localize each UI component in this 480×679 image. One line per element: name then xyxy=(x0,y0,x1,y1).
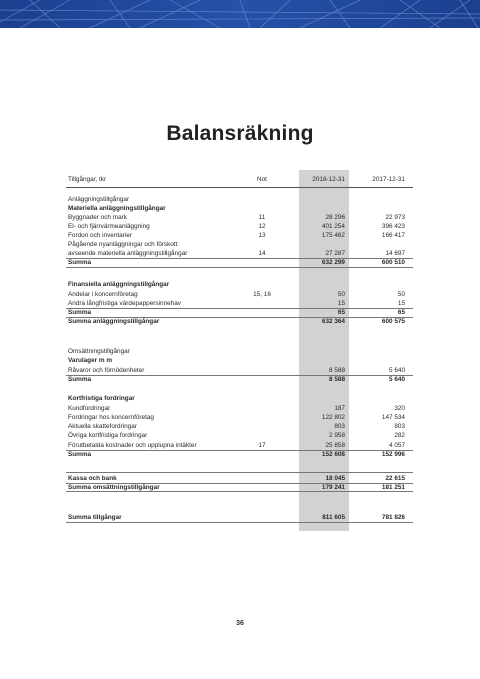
page-title: Balansräkning xyxy=(166,122,314,145)
row-value-2017: 5 640 xyxy=(389,367,405,374)
row-value-2018: 18 045 xyxy=(325,475,345,482)
row-value-2018: 179 241 xyxy=(321,484,345,491)
row-label: Summa omsättningstillgångar xyxy=(68,484,160,491)
table-row xyxy=(66,249,413,258)
row-label: Kundfordringar xyxy=(68,405,111,412)
row-value-2018: 65 xyxy=(337,309,345,316)
row-value-2018: 2 958 xyxy=(329,432,345,439)
row-divider xyxy=(66,522,413,523)
row-label: avseende materiella anläggningstillgångar xyxy=(68,250,188,257)
row-value-2018: 811 605 xyxy=(322,514,345,521)
row-label: Kortfristiga fordringar xyxy=(68,395,135,402)
banner-pattern xyxy=(0,0,480,28)
row-label: Summa xyxy=(68,259,92,266)
table-row xyxy=(66,356,413,365)
row-label: Råvaror och förnödenheter xyxy=(68,367,145,374)
row-note: 17 xyxy=(258,442,266,449)
table-row xyxy=(66,222,413,231)
table-row xyxy=(66,441,413,450)
row-value-2017: 320 xyxy=(394,405,405,412)
header-label: Tillgångar, tkr xyxy=(68,176,107,183)
row-label: Andra långfristiga värdepappersinnehav xyxy=(68,300,181,307)
table-row xyxy=(66,240,413,249)
row-value-2017: 50 xyxy=(397,291,405,298)
row-value-2017: 600 510 xyxy=(381,259,405,266)
table-row xyxy=(66,213,413,222)
decorative-banner xyxy=(0,0,480,28)
header-note: Not xyxy=(257,176,267,183)
row-value-2018: 8 588 xyxy=(329,367,345,374)
table-row xyxy=(66,204,413,213)
row-label: Omsättningstillgångar xyxy=(68,348,130,355)
row-divider xyxy=(66,472,413,473)
table-row xyxy=(66,195,413,204)
row-label: Summa xyxy=(68,376,92,383)
row-label: Materiella anläggningstillgångar xyxy=(68,205,166,212)
row-value-2017: 152 996 xyxy=(381,451,405,458)
table-row xyxy=(66,258,413,267)
row-label: Övriga kortfristiga fordringar xyxy=(68,432,148,439)
row-value-2018: 187 xyxy=(334,405,345,412)
table-row xyxy=(66,308,413,317)
row-label: Summa xyxy=(68,451,92,458)
row-divider xyxy=(66,491,413,492)
table-row xyxy=(66,375,413,384)
table-row xyxy=(66,280,413,289)
table-row xyxy=(66,404,413,413)
table-row xyxy=(66,513,413,522)
row-note: 11 xyxy=(258,214,266,221)
table-header xyxy=(66,175,413,184)
row-divider xyxy=(66,267,413,268)
row-value-2017: 166 417 xyxy=(381,232,405,239)
row-value-2018: 401 254 xyxy=(321,223,345,230)
table-row xyxy=(66,450,413,459)
row-label: Andelar i koncernföretag xyxy=(68,291,138,298)
row-value-2017: 600 575 xyxy=(381,318,405,325)
row-value-2017: 5 640 xyxy=(389,376,405,383)
row-value-2017: 4 057 xyxy=(389,442,405,449)
row-value-2017: 147 534 xyxy=(381,414,405,421)
table-row xyxy=(66,431,413,440)
row-value-2018: 152 608 xyxy=(321,451,345,458)
table-row xyxy=(66,413,413,422)
row-value-2018: 15 xyxy=(337,300,345,307)
page-number: 36 xyxy=(236,620,244,627)
row-value-2018: 25 858 xyxy=(325,442,345,449)
table-row xyxy=(66,422,413,431)
row-value-2018: 632 364 xyxy=(321,318,345,325)
row-label: Anläggningstillgångar xyxy=(68,196,130,203)
header-divider xyxy=(66,187,413,188)
row-label: Fordringar hos koncernföretag xyxy=(68,414,154,421)
row-value-2018: 122 802 xyxy=(321,414,345,421)
table-row xyxy=(66,299,413,308)
row-value-2018: 175 462 xyxy=(321,232,345,239)
row-note: 14 xyxy=(258,250,266,257)
row-label: Aktuella skattefordringar xyxy=(68,423,137,430)
table-row xyxy=(66,366,413,375)
row-label: Summa xyxy=(68,309,92,316)
row-label: Byggnader och mark xyxy=(68,214,127,221)
row-value-2017: 65 xyxy=(397,309,405,316)
row-label: Förutbetalda kostnader och upplupna intäkter xyxy=(68,442,197,449)
table-row xyxy=(66,394,413,403)
row-value-2017: 14 697 xyxy=(385,250,405,257)
row-value-2017: 15 xyxy=(397,300,405,307)
row-label: Pågående nyanläggningar och förskott xyxy=(68,241,178,248)
row-value-2018: 803 xyxy=(334,423,345,430)
table-row xyxy=(66,347,413,356)
row-value-2017: 282 xyxy=(394,432,405,439)
row-note: 12 xyxy=(258,223,266,230)
row-note: 13 xyxy=(258,232,266,239)
row-value-2018: 8 588 xyxy=(329,376,345,383)
row-value-2017: 181 251 xyxy=(381,484,405,491)
table-row xyxy=(66,474,413,483)
row-value-2017: 22 973 xyxy=(385,214,405,221)
row-label: Finansiella anläggningstillgångar xyxy=(68,281,170,288)
row-value-2018: 50 xyxy=(337,291,345,298)
row-label: Fordon och inventarier xyxy=(68,232,132,239)
header-col-2017: 2017-12-31 xyxy=(372,176,405,183)
table-row xyxy=(66,317,413,326)
row-label: Kassa och bank xyxy=(68,475,117,482)
row-value-2017: 396 423 xyxy=(381,223,405,230)
row-value-2018: 28 296 xyxy=(325,214,345,221)
row-label: Varulager m m xyxy=(68,357,113,364)
row-note: 15, 16 xyxy=(253,291,271,298)
row-value-2018: 27 287 xyxy=(325,250,345,257)
header-col-2018: 2018-12-31 xyxy=(312,176,345,183)
row-value-2017: 803 xyxy=(394,423,405,430)
table-row xyxy=(66,290,413,299)
row-value-2017: 22 615 xyxy=(385,475,405,482)
table-row xyxy=(66,231,413,240)
row-label: Summa anläggningstillgångar xyxy=(68,318,160,325)
row-value-2017: 781 826 xyxy=(381,514,405,521)
row-value-2018: 632 299 xyxy=(321,259,345,266)
row-label: Summa tillgångar xyxy=(68,514,122,521)
row-label: El- och fjärrvärmeanläggning xyxy=(68,223,150,230)
